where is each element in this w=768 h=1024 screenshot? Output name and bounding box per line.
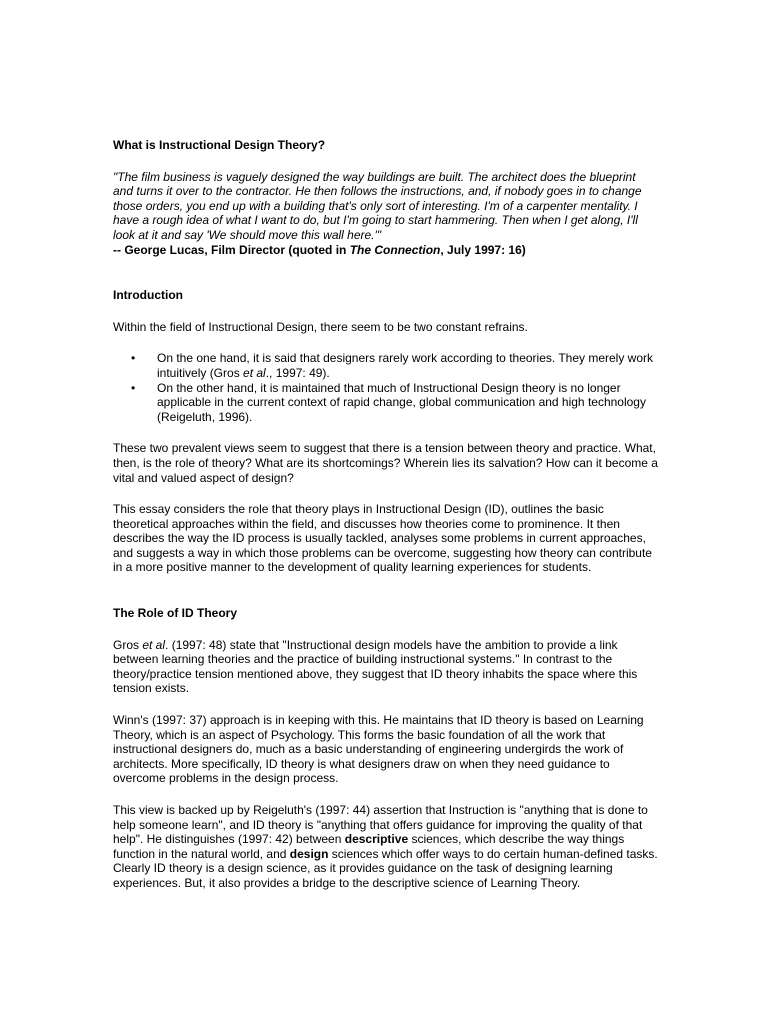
paragraph-text-a: Gros [113,637,143,652]
paragraph: These two prevalent views seem to suggest that there is a tension between theory and practice. What, then, is the role of theory? What are its shortcomings? Wherein lies its salvation? How can it become a vital and valued aspect of design? [113,441,658,485]
paragraph: This essay considers the role that theory plays in Instructional Design (ID), outlines the basic theoretical approaches within the field, and discusses how theories come to prominence. It then describes the way the ID process is usually tackled, analyses some problems in current approaches, and suggests a way in which those problems can be overcome, suggesting how theory can contribute in a more positive manner to the development of quality learning experiences for students. [113,502,652,575]
list-item-text-b: ., 1997: 49). [265,365,330,380]
refrains-list [113,351,658,424]
epigraph-attribution [113,243,658,258]
document-page [113,138,658,891]
term-descriptive: descriptive [344,832,409,847]
paragraph: Winn's (1997: 37) approach is in keeping with this. He maintains that ID theory is based on Learning Theory, which is an aspect of Psychology. This forms the basic foundation of all the work that instructional designers do, much as a basic understanding of engineering undergirds the work of architects. More specifically, ID theory is what designers draw on when they need guidance to overcome problems in the design process. [113,713,644,786]
attribution-suffix: , July 1997: 16) [440,242,526,257]
role-heading: The Role of ID Theory [113,606,238,621]
list-item-text-em: et al [243,365,266,380]
list-item [113,351,658,380]
list-item-text: On the other hand, it is maintained that much of Instructional Design theory is no longer applicable in the current context of rapid change, global communication and high technology (Reigeluth, 1996). [157,380,646,424]
term-design: design [289,846,329,861]
paragraph [113,638,658,696]
introduction-lead: Within the field of Instructional Design, there seem to be two constant refrains. [113,319,528,334]
attribution-source: The Connection [349,242,441,257]
bullet-glyph: • [131,351,136,366]
introduction-heading: Introduction [113,288,183,303]
paragraph-text-b: . (1997: 48) state that "Instructional design models have the ambition to provide a link between learning theories and the practice of building instructional systems." In contrast to the theory/practice tension mentioned above, they suggest that ID theory inhabits the space where this tension exists. [113,637,638,696]
list-item-text-a: On the one hand, it is said that designers rarely work according to theories. They merely work intuitively (Gros [157,351,654,380]
paragraph-text-b: sciences, which describe the way things function in the natural world, and [113,832,625,861]
document-title: What is Instructional Design Theory? [113,138,326,152]
paragraph [113,803,658,891]
paragraph-text-em: et al [142,637,166,652]
attribution-prefix: -- George Lucas, Film Director (quoted in [113,242,350,257]
list-item [113,381,658,425]
paragraph-text-a: This view is backed up by Reigeluth's (1997: 44) assertion that Instruction is "anything that is done to help someone learn", and ID theory is "anything that offers guidance for improving the quality of that help". He distinguishes (1997: 42) between [113,803,648,847]
bullet-glyph: • [131,380,136,395]
paragraph-text-c: sciences which offer ways to do certain human-defined tasks. Clearly ID theory is a design science, as it provides guidance on the task of designing learning experiences. But, it also provides a bridge to the descriptive science of Learning Theory. [113,846,658,890]
epigraph-quote: "The film business is vaguely designed the way buildings are built. The architect does the blueprint and turns it over to the contractor. He then follows the instructions, and, if nobody goes in to change those orders, you end up with a building that's only sort of interesting. I'm of a carpenter mentality. I have a rough idea of what I want to do, but I'm going to start hammering. Then when I get along, I'll look at it and say 'We should move this wall here.'" [113,169,642,242]
